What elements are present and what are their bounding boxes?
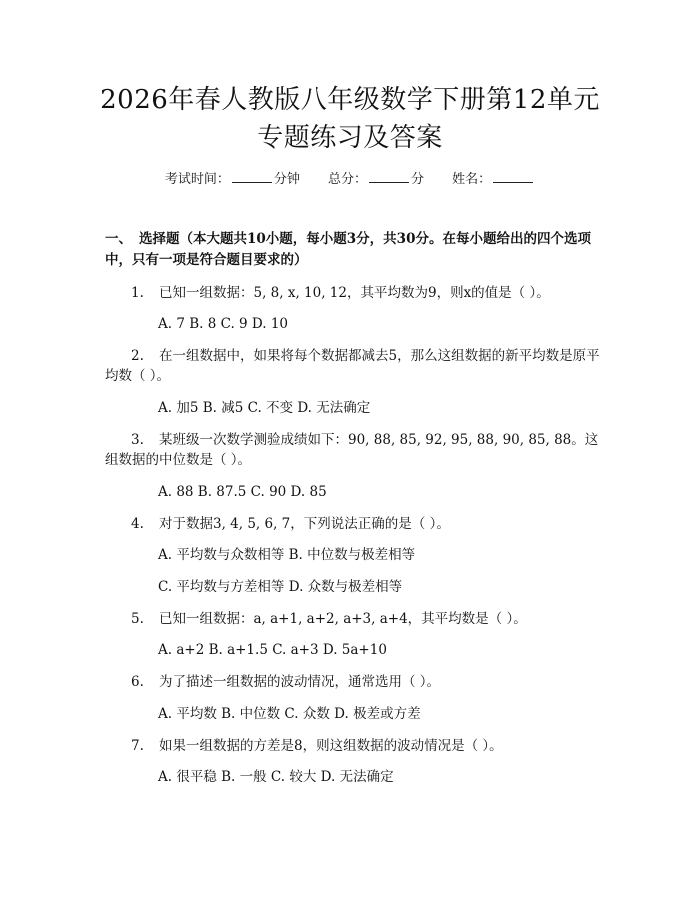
- exam-info: [0, 168, 700, 190]
- question-number: 1.: [131, 285, 144, 301]
- question-number: 4.: [131, 516, 144, 532]
- section-heading: [105, 229, 600, 271]
- question-2: [105, 346, 600, 386]
- question-text: 某班级一次数学测验成绩如下：90, 88, 85, 92, 95, 88, 90, 85, 88。这组数据的中位数是（ ）。: [105, 432, 599, 468]
- student-name: [452, 172, 535, 187]
- student-name-label: 姓名：: [452, 172, 492, 187]
- question-5: [105, 609, 600, 629]
- question-6: [105, 672, 600, 692]
- question-2-options: A. 加5 B. 减5 C. 不变 D. 无法确定: [158, 400, 371, 416]
- question-text: 如果一组数据的方差是8，则这组数据的波动情况是（ ）。: [159, 738, 503, 754]
- question-7-options: A. 很平稳 B. 一般 C. 较大 D. 无法确定: [158, 769, 394, 785]
- question-1-options: A. 7 B. 8 C. 9 D. 10: [158, 316, 289, 332]
- exam-time-unit: 分钟: [273, 172, 300, 187]
- exam-time-label: 考试时间：: [164, 172, 230, 187]
- question-7: [105, 736, 600, 756]
- question-number: 6.: [131, 674, 144, 690]
- question-number: 7.: [131, 738, 144, 754]
- student-name-blank: [493, 168, 533, 183]
- document-title-line-2: 专题练习及答案: [257, 123, 443, 153]
- total-score-unit: 分: [411, 172, 425, 187]
- question-4-options-line-1: A. 平均数与众数相等 B. 中位数与极差相等: [158, 547, 416, 563]
- question-6-options: A. 平均数 B. 中位数 C. 众数 D. 极差或方差: [158, 706, 421, 722]
- total-score-label: 总分：: [327, 172, 367, 187]
- question-text: 在一组数据中，如果将每个数据都减去5，那么这组数据的新平均数是原平均数（ ）。: [105, 348, 600, 384]
- exam-time-blank: [232, 168, 272, 183]
- question-text: 已知一组数据：a, a+1, a+2, a+3, a+4，其平均数是（ ）。: [159, 611, 527, 627]
- question-4-options-line-2: C. 平均数与方差相等 D. 众数与极差相等: [158, 579, 403, 595]
- question-3: [105, 430, 600, 470]
- question-text: 对于数据3, 4, 5, 6, 7，下列说法正确的是（ ）。: [159, 516, 450, 532]
- total-score-blank: [369, 168, 409, 183]
- document-title-line-1: 2026年春人教版八年级数学下册第12单元: [100, 85, 600, 115]
- question-4: [105, 514, 600, 534]
- section-text: 选择题（本大题共10小题，每小题3分，共30分。在每小题给出的四个选项中，只有一项是符合题目要求的）: [105, 231, 591, 268]
- section-number: 一、: [105, 231, 132, 247]
- total-score: [328, 172, 424, 187]
- question-number: 2.: [131, 348, 144, 364]
- question-5-options: A. a+2 B. a+1.5 C. a+3 D. 5a+10: [158, 642, 387, 658]
- question-number: 5.: [131, 611, 144, 627]
- question-number: 3.: [131, 432, 144, 448]
- question-3-options: A. 88 B. 87.5 C. 90 D. 85: [158, 484, 327, 500]
- question-text: 已知一组数据：5, 8, x, 10, 12，其平均数为9，则x的值是（ ）。: [159, 285, 550, 301]
- question-1: [105, 283, 600, 303]
- exam-time: [165, 172, 300, 187]
- question-text: 为了描述一组数据的波动情况，通常选用（ ）。: [159, 674, 441, 690]
